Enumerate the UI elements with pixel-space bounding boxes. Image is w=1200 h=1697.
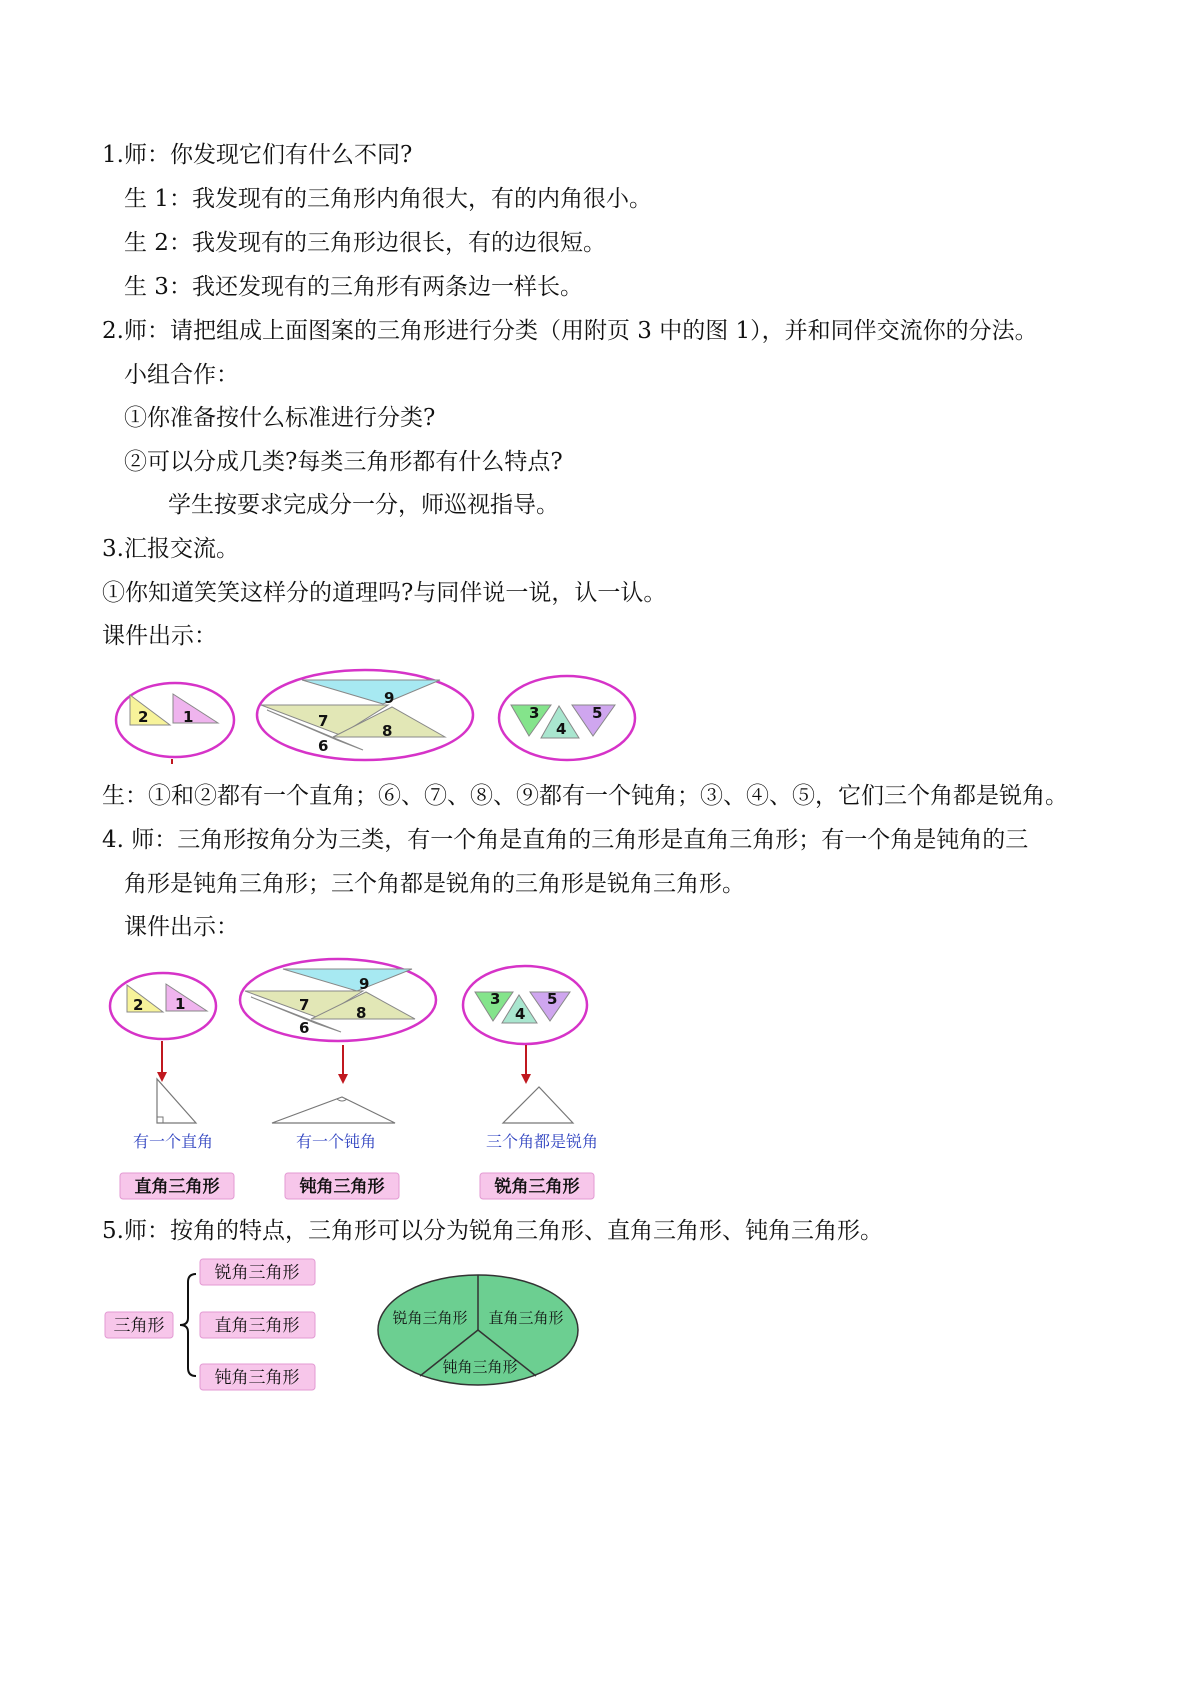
triangle-9 — [302, 680, 440, 704]
text-line-3: 生 2：我发现有的三角形边很长，有的边很短。 — [124, 230, 606, 256]
text-line-7: ①你准备按什么标准进行分类? — [124, 405, 436, 431]
triangle-label-4: 4 — [556, 720, 567, 738]
text-line-5: 2.师：请把组成上面图案的三角形进行分类（用附页 3 中的图 1），并和同伴交流你的分法。 — [102, 318, 1038, 344]
triangle-label-4: 4 — [515, 1005, 526, 1023]
branch-right: 直角三角形 — [214, 1316, 300, 1336]
text-line-16: 课件出示： — [124, 914, 239, 940]
text-line-8: ②可以分成几类?每类三角形都有什么特点? — [124, 449, 563, 475]
pie-obtuse: 钝角三角形 — [442, 1358, 518, 1376]
caption-right-angle: 有一个直角 — [132, 1132, 214, 1151]
text-line-9: 学生按要求完成分一分，师巡视指导。 — [168, 492, 559, 518]
triangle-label-1: 1 — [175, 995, 186, 1013]
triangle-label-9: 9 — [359, 975, 370, 993]
triangle-9 — [283, 969, 412, 991]
obtuse-triangle-shape — [272, 1097, 395, 1123]
branch-acute: 锐角三角形 — [214, 1263, 300, 1283]
branch-obtuse: 钝角三角形 — [214, 1368, 300, 1388]
text-line-15: 角形是钝角三角形；三个角都是锐角的三角形是锐角三角形。 — [124, 871, 745, 897]
triangle-1 — [173, 694, 218, 723]
triangle-label-5: 5 — [547, 990, 558, 1008]
triangle-label-8: 8 — [356, 1004, 367, 1022]
triangle-label-6: 6 — [299, 1019, 310, 1037]
text-line-14: 4. 师：三角形按角分为三类，有一个角是直角的三角形是直角三角形；有一个角是钝角的三 — [102, 827, 1029, 853]
text-line-1: 1.师：你发现它们有什么不同? — [102, 142, 413, 168]
pie-right: 直角三角形 — [488, 1309, 564, 1327]
triangle-label-8: 8 — [382, 722, 393, 740]
triangle-label-3: 3 — [529, 704, 540, 722]
text-line-10: 3.汇报交流。 — [102, 536, 239, 562]
triangle-2 — [130, 695, 170, 725]
text-line-12: 课件出示： — [102, 623, 217, 649]
triangle-label-7: 7 — [299, 996, 310, 1014]
triangle-grouping-figure — [105, 660, 650, 770]
triangle-label-9: 9 — [384, 689, 395, 707]
tag-right-triangle: 直角三角形 — [134, 1177, 220, 1197]
triangle-label-7: 7 — [318, 712, 329, 730]
caption-acute-angles: 三个角都是锐角 — [485, 1132, 599, 1151]
text-line-11: ①你知道笑笑这样分的道理吗?与同伴说一说，认一认。 — [102, 580, 667, 606]
tag-obtuse-triangle: 钝角三角形 — [299, 1177, 385, 1197]
triangle-label-3: 3 — [490, 990, 501, 1008]
text-line-17: 5.师：按角的特点，三角形可以分为锐角三角形、直角三角形、钝角三角形。 — [102, 1218, 883, 1244]
triangle-category-figure — [100, 1252, 590, 1397]
triangle-label-1: 1 — [183, 708, 194, 726]
triangle-classification-figure — [105, 955, 605, 1205]
triangle-1 — [166, 984, 207, 1011]
down-arrow — [338, 1045, 348, 1084]
triangle-label-2: 2 — [133, 996, 144, 1014]
root-label: 三角形 — [113, 1316, 165, 1336]
right-triangle-shape — [157, 1079, 196, 1123]
caption-obtuse-angle: 有一个钝角 — [295, 1132, 377, 1151]
text-line-13: 生：①和②都有一个直角；⑥、⑦、⑧、⑨都有一个钝角；③、④、⑤，它们三个角都是锐角。 — [102, 783, 1068, 809]
tag-acute-triangle: 锐角三角形 — [494, 1177, 580, 1197]
down-arrow — [157, 1041, 167, 1082]
triangle-label-6: 6 — [318, 737, 329, 755]
text-line-6: 小组合作： — [124, 362, 239, 388]
triangle-label-5: 5 — [592, 704, 603, 722]
triangle-label-2: 2 — [138, 708, 149, 726]
down-arrow — [521, 1045, 531, 1084]
text-line-2: 生 1：我发现有的三角形内角很大，有的内角很小。 — [124, 186, 652, 212]
acute-triangle-shape — [503, 1087, 573, 1123]
brace — [180, 1274, 196, 1376]
pie-acute: 锐角三角形 — [392, 1309, 468, 1327]
text-line-4: 生 3：我还发现有的三角形有两条边一样长。 — [124, 274, 583, 300]
